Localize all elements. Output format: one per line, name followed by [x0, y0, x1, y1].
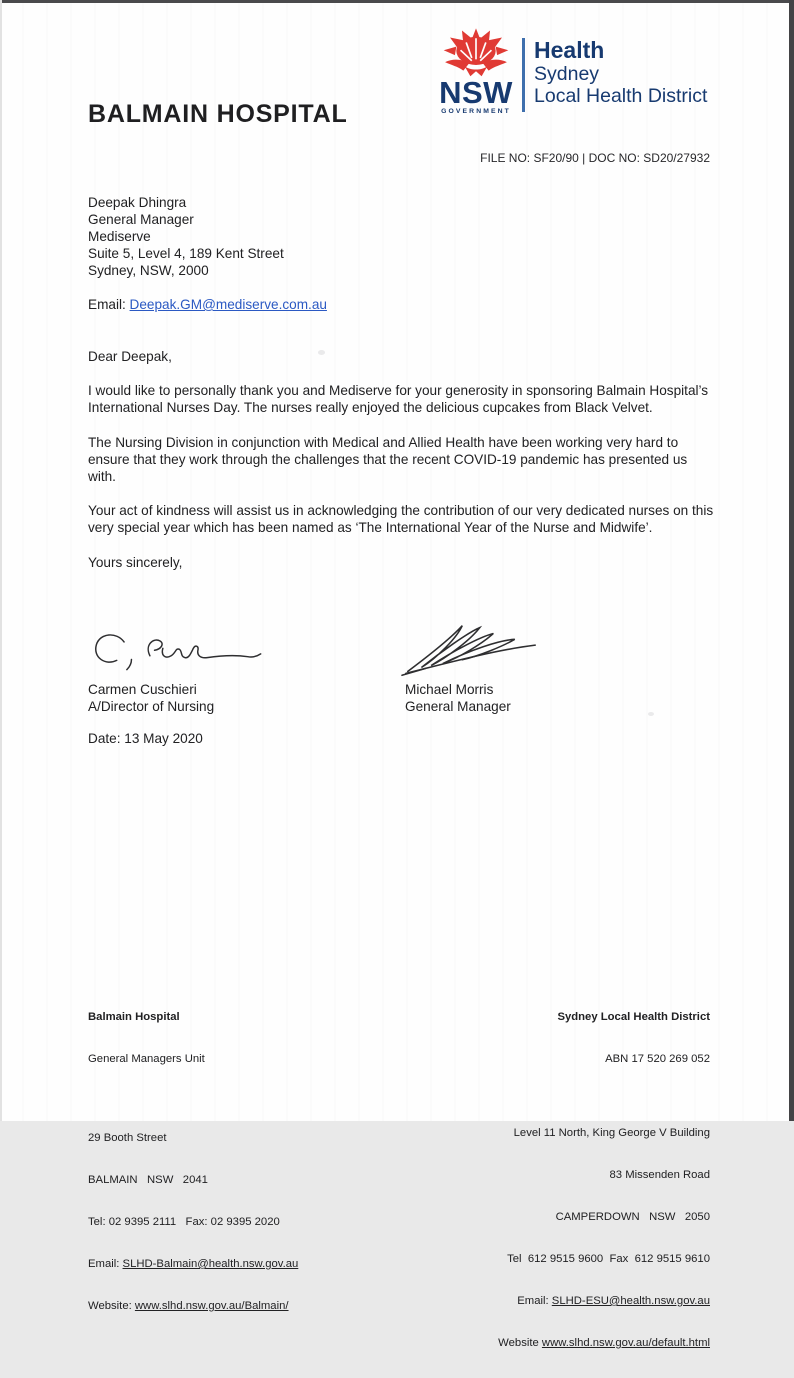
recipient-email-link[interactable]: Deepak.GM@mediserve.com.au: [129, 297, 327, 312]
nsw-health-logo: [437, 27, 707, 115]
footer-right-abn: ABN 17 520 269 052: [605, 1053, 710, 1065]
signatory-2-block: [405, 681, 511, 715]
paragraph-1: I would like to personally thank you and Mediserve for your generosity in sponsoring Balmain Hospital’s International Nurses Day. The nurses really enjoyed the delicious cupcakes from Black Velvet.: [88, 383, 709, 416]
paragraph-2: The Nursing Division in conjunction with Medical and Allied Health have been working very hard to ensure that they work through the challenges that the recent COVID-19 pandemic has presented us with.: [88, 434, 688, 485]
footer-right-address3: CAMPERDOWN NSW 2050: [555, 1211, 710, 1223]
logo-divider: [522, 38, 525, 112]
letter-body: [88, 348, 716, 588]
footer-left-org: Balmain Hospital: [88, 1011, 180, 1023]
logo-district-line2: Local Health District: [534, 85, 708, 107]
footer-right-address1: Level 11 North, King George V Building: [513, 1127, 710, 1139]
footer-left-website-row: [88, 1299, 298, 1313]
footer-balmain-hospital: [88, 982, 298, 1341]
footer-right-email-row: [498, 1294, 710, 1308]
footer-left-email-row: [88, 1257, 298, 1271]
recipient-address-block: [88, 194, 327, 313]
salutation: Dear Deepak,: [88, 349, 172, 364]
logo-wordmark: [534, 27, 707, 107]
footer-left-address2: BALMAIN NSW 2041: [88, 1174, 208, 1186]
carmen-signature: [84, 629, 274, 677]
scan-edge-top: [0, 0, 794, 3]
closing: Yours sincerely,: [88, 554, 183, 570]
footer-sydney-lhd: [498, 982, 710, 1378]
signatory-1-block: [88, 681, 214, 715]
footer-left-email-link[interactable]: SLHD-Balmain@health.nsw.gov.au: [122, 1258, 299, 1270]
website-label: Website:: [88, 1300, 135, 1312]
recipient-email-row: [88, 296, 327, 313]
footer-left-address1: 29 Booth Street: [88, 1132, 167, 1144]
footer-left-website-link[interactable]: www.slhd.nsw.gov.au/Balmain/: [134, 1300, 289, 1312]
file-doc-number: FILE NO: SF20/90 | DOC NO: SD20/27932: [480, 151, 710, 165]
footer-left-unit: General Managers Unit: [88, 1053, 205, 1065]
logo-district-line1: Sydney: [534, 63, 600, 85]
website-label: Website: [498, 1337, 542, 1349]
signatory-2-title: General Manager: [405, 699, 511, 714]
michael-morris-signature: [398, 615, 544, 685]
footer-right-org: Sydney Local Health District: [557, 1011, 710, 1023]
paragraph-3: Your act of kindness will assist us in acknowledging the contribution of our very dedicated nurses on this very special year which has been named as ‘The International Year of the Nurse and Midwife’.: [88, 503, 714, 536]
nsw-government-mark: [437, 27, 515, 115]
email-label: Email:: [88, 1258, 123, 1270]
footer-right-email-link[interactable]: SLHD-ESU@health.nsw.gov.au: [551, 1295, 710, 1307]
footer-spacer: [88, 1094, 298, 1103]
footer-right-address2: 83 Missenden Road: [609, 1169, 710, 1181]
email-label: Email:: [88, 297, 130, 312]
waratah-flower-icon: [440, 27, 512, 79]
footer-right-tel-fax: Tel 612 9515 9600 Fax 612 9515 9610: [507, 1253, 710, 1265]
footer-right-website-row: [498, 1336, 710, 1350]
recipient-title: General Manager: [88, 212, 194, 227]
recipient-address-line1: Suite 5, Level 4, 189 Kent Street: [88, 246, 284, 261]
logo-health-text: Health: [534, 37, 605, 63]
date-line: Date: 13 May 2020: [88, 731, 203, 746]
signatory-1-name: Carmen Cuschieri: [88, 682, 197, 697]
hospital-title: BALMAIN HOSPITAL: [88, 100, 348, 128]
logo-nsw-text: NSW: [439, 75, 513, 110]
recipient-company: Mediserve: [88, 229, 151, 244]
footer-left-tel-fax: Tel: 02 9395 2111 Fax: 02 9395 2020: [88, 1216, 280, 1228]
scan-edge-right: [789, 0, 794, 1121]
logo-government-text: GOVERNMENT: [441, 108, 511, 115]
signatory-1-title: A/Director of Nursing: [88, 699, 215, 714]
scan-smudge: [648, 712, 654, 716]
footer-spacer: [498, 1094, 710, 1098]
recipient-name: Deepak Dhingra: [88, 195, 187, 210]
recipient-address-line2: Sydney, NSW, 2000: [88, 263, 209, 278]
email-label: Email:: [517, 1295, 552, 1307]
scan-edge-left: [0, 0, 2, 1121]
footer-right-website-link[interactable]: www.slhd.nsw.gov.au/default.html: [541, 1337, 710, 1349]
signatory-2-name: Michael Morris: [405, 682, 494, 697]
